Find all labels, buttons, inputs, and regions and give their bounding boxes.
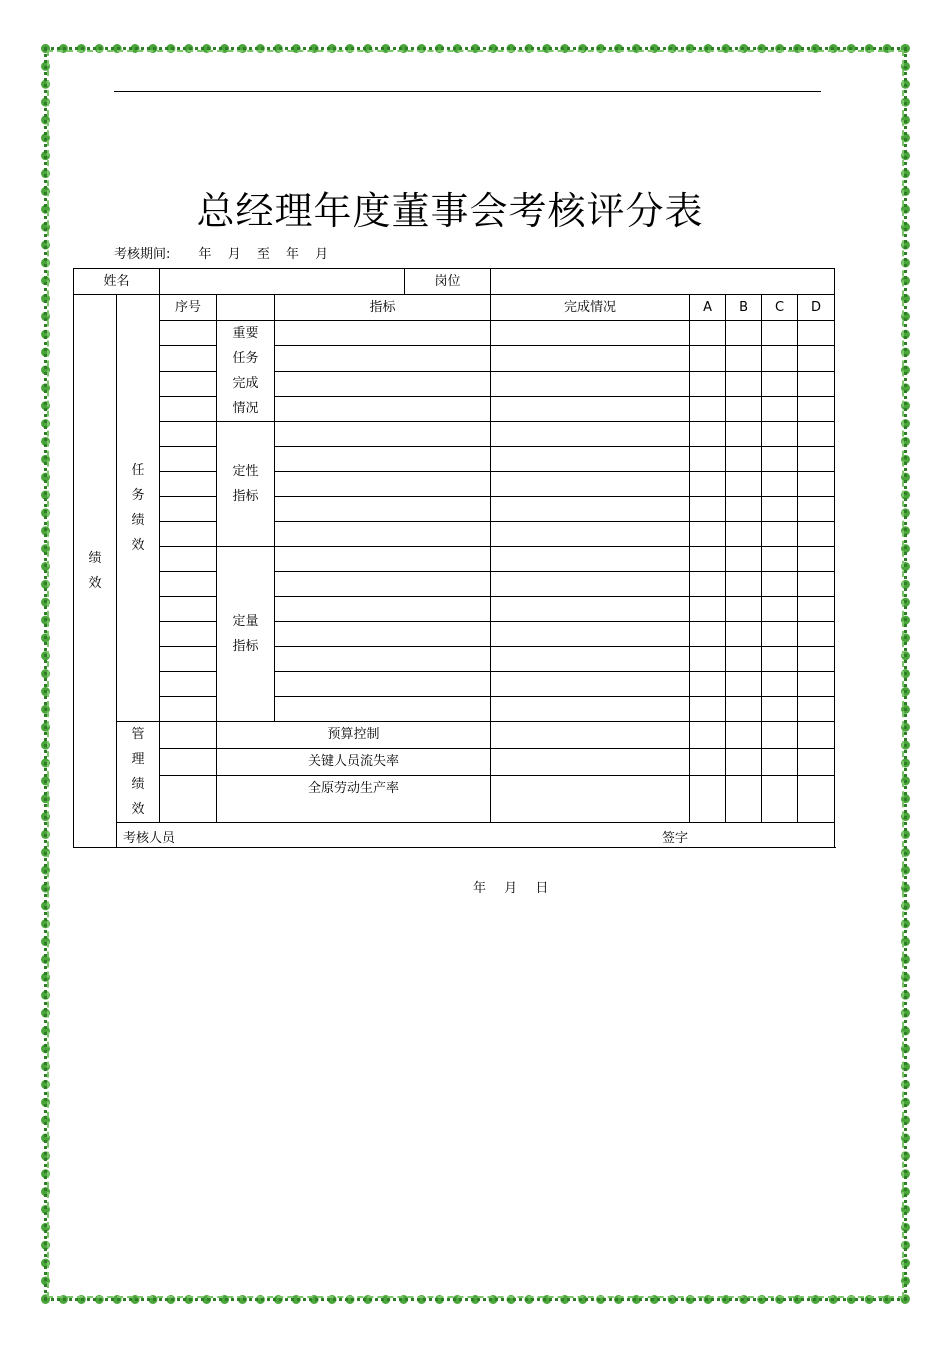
indicator-cell[interactable] [275, 346, 491, 371]
seq-cell[interactable] [160, 775, 217, 822]
seq-cell[interactable] [160, 321, 217, 346]
table-row [74, 597, 835, 622]
position-field[interactable] [491, 269, 835, 295]
completion-cell[interactable] [491, 371, 690, 396]
completion-cell[interactable] [491, 597, 690, 622]
table-row [74, 722, 835, 749]
grade-a-header: A [690, 295, 726, 321]
completion-header: 完成情况 [491, 295, 690, 321]
grade-a-cell[interactable] [690, 672, 726, 697]
seq-cell[interactable] [160, 697, 217, 722]
grade-c-cell[interactable] [762, 472, 798, 497]
indicator-cell[interactable] [275, 497, 491, 522]
completion-cell[interactable] [491, 447, 690, 472]
grade-b-cell[interactable] [726, 572, 762, 597]
grade-c-cell[interactable] [762, 697, 798, 722]
grade-b-cell[interactable] [726, 622, 762, 647]
table-row [74, 472, 835, 497]
seq-cell[interactable] [160, 422, 217, 447]
indicator-cell[interactable] [275, 472, 491, 497]
important-tasks-label: 重要 任务 完成 情况 [217, 321, 275, 422]
seq-cell[interactable] [160, 547, 217, 572]
grade-d-cell[interactable] [798, 447, 835, 472]
indicator-cell[interactable] [275, 597, 491, 622]
grade-a-cell[interactable] [690, 647, 726, 672]
completion-cell[interactable] [491, 748, 690, 775]
table-row [74, 522, 835, 547]
grade-d-cell[interactable] [798, 775, 835, 822]
grade-d-cell[interactable] [798, 396, 835, 421]
header-row [74, 269, 835, 295]
grade-b-cell[interactable] [726, 447, 762, 472]
completion-cell[interactable] [491, 775, 690, 822]
position-label: 岗位 [405, 269, 491, 295]
grade-c-cell[interactable] [762, 447, 798, 472]
table-row [74, 547, 835, 572]
completion-cell[interactable] [491, 472, 690, 497]
grade-c-cell[interactable] [762, 371, 798, 396]
table-row [74, 572, 835, 597]
indicator-cell[interactable] [275, 522, 491, 547]
completion-cell[interactable] [491, 346, 690, 371]
signature-area[interactable] [117, 823, 835, 896]
indicator-cell[interactable] [275, 396, 491, 421]
seq-cell[interactable] [160, 396, 217, 421]
date-month: 月 [504, 881, 518, 896]
completion-cell[interactable] [491, 672, 690, 697]
grade-a-cell[interactable] [690, 371, 726, 396]
grade-a-cell[interactable] [690, 522, 726, 547]
completion-cell[interactable] [491, 622, 690, 647]
grade-d-header: D [798, 295, 835, 321]
period-month-start: 月 [227, 247, 241, 262]
grade-b-header: B [726, 295, 762, 321]
completion-cell[interactable] [491, 321, 690, 346]
grade-c-cell[interactable] [762, 622, 798, 647]
management-performance-label: 管 理 绩 效 [117, 722, 160, 823]
grade-d-cell[interactable] [798, 748, 835, 775]
seq-cell[interactable] [160, 647, 217, 672]
indicator-cell[interactable] [275, 622, 491, 647]
quantitative-label: 定量 指标 [217, 547, 275, 722]
seq-cell[interactable] [160, 722, 217, 749]
category-header [217, 295, 275, 321]
table-row [74, 622, 835, 647]
grade-a-cell[interactable] [690, 547, 726, 572]
grade-d-cell[interactable] [798, 422, 835, 447]
table-row [74, 321, 835, 346]
signature-label: 签字 [662, 831, 689, 846]
period-year-start: 年 [198, 247, 212, 262]
grade-a-cell[interactable] [690, 597, 726, 622]
grade-a-cell[interactable] [690, 722, 726, 749]
grade-c-cell[interactable] [762, 547, 798, 572]
table-row [74, 422, 835, 447]
management-item: 预算控制 [217, 722, 491, 749]
grade-c-cell[interactable] [762, 572, 798, 597]
grade-c-cell[interactable] [762, 497, 798, 522]
table-row [74, 748, 835, 775]
grade-b-cell[interactable] [726, 647, 762, 672]
completion-cell[interactable] [491, 522, 690, 547]
grade-c-cell[interactable] [762, 597, 798, 622]
grade-c-cell[interactable] [762, 722, 798, 749]
task-performance-label: 任 务 绩 效 [117, 295, 160, 722]
grade-c-cell[interactable] [762, 321, 798, 346]
grade-b-cell[interactable] [726, 748, 762, 775]
indicator-cell[interactable] [275, 672, 491, 697]
grade-c-header: C [762, 295, 798, 321]
indicator-cell[interactable] [275, 371, 491, 396]
seq-cell[interactable] [160, 672, 217, 697]
grade-d-cell[interactable] [798, 547, 835, 572]
indicator-cell[interactable] [275, 422, 491, 447]
seq-cell[interactable] [160, 447, 217, 472]
completion-cell[interactable] [491, 572, 690, 597]
seq-cell[interactable] [160, 371, 217, 396]
grade-d-cell[interactable] [798, 722, 835, 749]
grade-c-cell[interactable] [762, 672, 798, 697]
grade-b-cell[interactable] [726, 472, 762, 497]
seq-cell[interactable] [160, 572, 217, 597]
table-row [74, 497, 835, 522]
management-item: 全原劳动生产率 [217, 775, 491, 822]
seq-cell[interactable] [160, 497, 217, 522]
grade-d-cell[interactable] [798, 572, 835, 597]
review-period-label: 考核期间: [114, 247, 171, 262]
grade-d-cell[interactable] [798, 346, 835, 371]
indicator-cell[interactable] [275, 697, 491, 722]
table-row [74, 396, 835, 421]
page-title: 总经理年度董事会考核评分表 [196, 189, 704, 233]
grade-d-cell[interactable] [798, 672, 835, 697]
table-row [74, 775, 835, 822]
grade-c-cell[interactable] [762, 346, 798, 371]
date-day: 日 [535, 881, 549, 896]
grade-d-cell[interactable] [798, 497, 835, 522]
grade-d-cell[interactable] [798, 597, 835, 622]
grade-b-cell[interactable] [726, 672, 762, 697]
period-month-end: 月 [315, 247, 329, 262]
date-year: 年 [473, 881, 487, 896]
seq-cell[interactable] [160, 346, 217, 371]
grade-a-cell[interactable] [690, 622, 726, 647]
header-rule [114, 91, 821, 92]
grade-b-cell[interactable] [726, 497, 762, 522]
grade-b-cell[interactable] [726, 722, 762, 749]
grade-c-cell[interactable] [762, 396, 798, 421]
performance-section-label: 绩 效 [74, 295, 117, 848]
indicator-cell[interactable] [275, 321, 491, 346]
grade-b-cell[interactable] [726, 547, 762, 572]
grade-c-cell[interactable] [762, 522, 798, 547]
seq-header: 序号 [160, 295, 217, 321]
grade-d-cell[interactable] [798, 371, 835, 396]
completion-cell[interactable] [491, 722, 690, 749]
grade-b-cell[interactable] [726, 422, 762, 447]
management-item: 关键人员流失率 [217, 748, 491, 775]
name-label: 姓名 [74, 269, 160, 295]
completion-cell[interactable] [491, 697, 690, 722]
grade-b-cell[interactable] [726, 396, 762, 421]
indicator-cell[interactable] [275, 547, 491, 572]
grade-a-cell[interactable] [690, 321, 726, 346]
grade-a-cell[interactable] [690, 346, 726, 371]
review-period [114, 243, 340, 262]
grade-b-cell[interactable] [726, 321, 762, 346]
grade-d-cell[interactable] [798, 647, 835, 672]
grade-a-cell[interactable] [690, 447, 726, 472]
grade-d-cell[interactable] [798, 622, 835, 647]
grade-a-cell[interactable] [690, 497, 726, 522]
seq-cell[interactable] [160, 472, 217, 497]
seq-cell[interactable] [160, 597, 217, 622]
grade-a-cell[interactable] [690, 775, 726, 822]
grade-d-cell[interactable] [798, 697, 835, 722]
table-row [74, 346, 835, 371]
grade-c-cell[interactable] [762, 422, 798, 447]
grade-d-cell[interactable] [798, 522, 835, 547]
grade-a-cell[interactable] [690, 572, 726, 597]
indicator-cell[interactable] [275, 647, 491, 672]
completion-cell[interactable] [491, 547, 690, 572]
name-field[interactable] [160, 269, 405, 295]
reviewer-label: 考核人员 [123, 831, 176, 846]
grade-c-cell[interactable] [762, 748, 798, 775]
signature-row [74, 823, 835, 848]
completion-cell[interactable] [491, 647, 690, 672]
period-to: 至 [256, 247, 270, 262]
grade-a-cell[interactable] [690, 472, 726, 497]
seq-cell[interactable] [160, 622, 217, 647]
completion-cell[interactable] [491, 396, 690, 421]
sign-date [473, 876, 562, 901]
period-year-end: 年 [286, 247, 300, 262]
completion-cell[interactable] [491, 422, 690, 447]
table-row [74, 371, 835, 396]
grade-d-cell[interactable] [798, 321, 835, 346]
table-row [74, 447, 835, 472]
column-header-row [74, 295, 835, 321]
grade-c-cell[interactable] [762, 775, 798, 822]
seq-cell[interactable] [160, 748, 217, 775]
indicator-cell[interactable] [275, 572, 491, 597]
grade-b-cell[interactable] [726, 597, 762, 622]
grade-b-cell[interactable] [726, 371, 762, 396]
indicator-header: 指标 [275, 295, 491, 321]
indicator-cell[interactable] [275, 447, 491, 472]
grade-b-cell[interactable] [726, 522, 762, 547]
grade-a-cell[interactable] [690, 748, 726, 775]
grade-b-cell[interactable] [726, 775, 762, 822]
qualitative-label: 定性 指标 [217, 422, 275, 547]
table-row [74, 672, 835, 697]
table-row [74, 697, 835, 722]
grade-b-cell[interactable] [726, 346, 762, 371]
completion-cell[interactable] [491, 497, 690, 522]
grade-c-cell[interactable] [762, 647, 798, 672]
grade-a-cell[interactable] [690, 422, 726, 447]
grade-d-cell[interactable] [798, 472, 835, 497]
grade-b-cell[interactable] [726, 697, 762, 722]
table-row [74, 647, 835, 672]
grade-a-cell[interactable] [690, 396, 726, 421]
evaluation-table [73, 268, 835, 896]
seq-cell[interactable] [160, 522, 217, 547]
grade-a-cell[interactable] [690, 697, 726, 722]
